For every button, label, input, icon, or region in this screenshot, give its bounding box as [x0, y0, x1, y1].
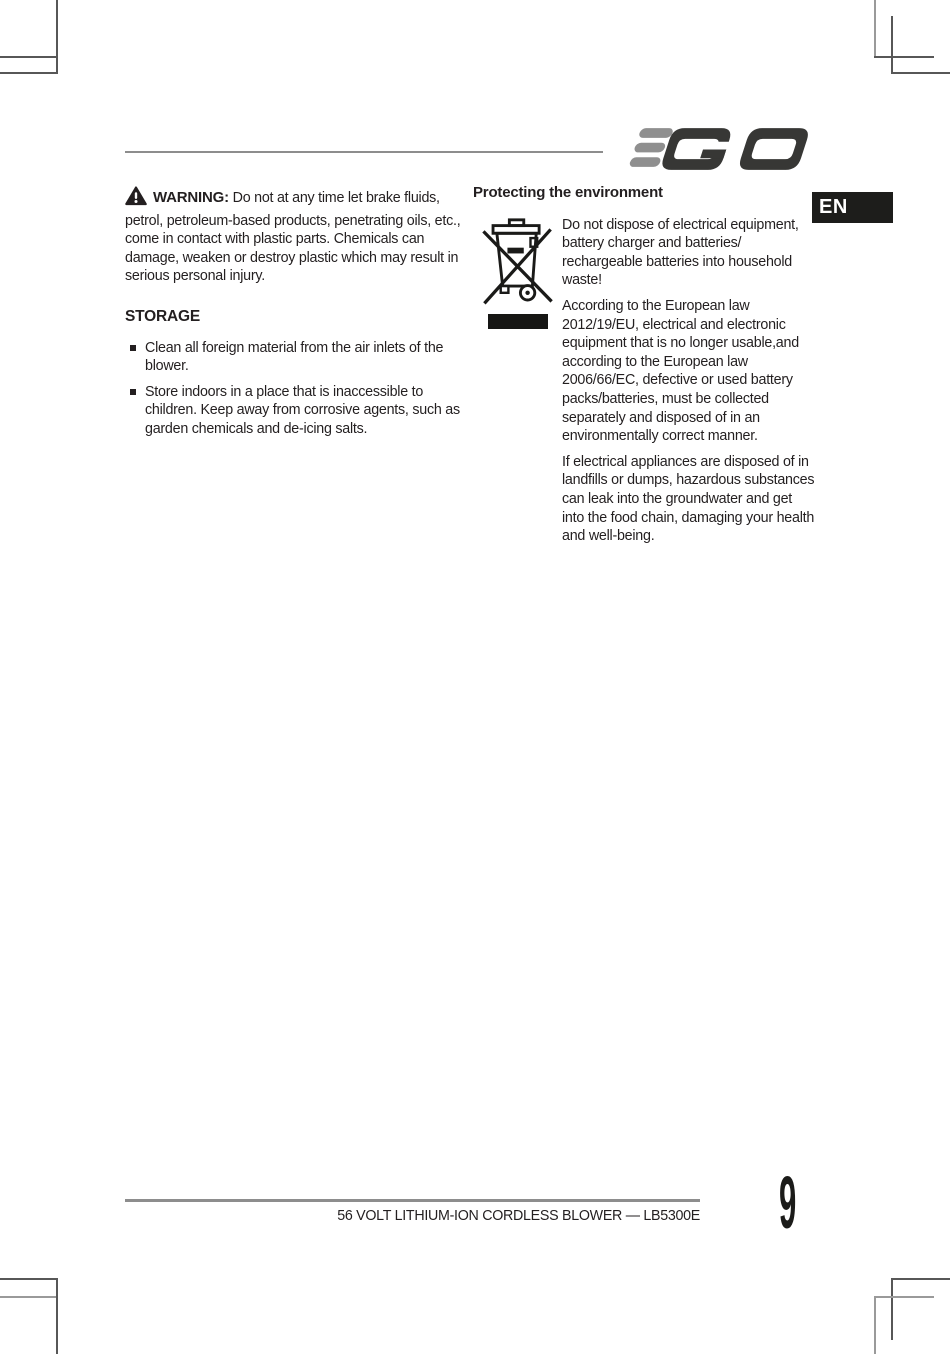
- crop-mark: [0, 56, 58, 58]
- crop-mark: [0, 1296, 58, 1298]
- crop-mark: [891, 72, 950, 74]
- storage-heading: STORAGE: [125, 307, 200, 325]
- crop-mark: [874, 56, 934, 58]
- list-item: [125, 383, 462, 439]
- crop-mark: [0, 1278, 58, 1280]
- list-item: [125, 339, 462, 376]
- warning-triangle-icon: [125, 186, 147, 212]
- crop-mark: [874, 1296, 876, 1354]
- crop-mark: [56, 0, 58, 74]
- footer-rule: [125, 1199, 700, 1202]
- crop-mark: [891, 1278, 893, 1340]
- env-paragraph: If electrical appliances are disposed of in landfills or dumps, hazardous substances can leak into the groundwater and get into the food chain, damaging your health and well-being.: [562, 453, 815, 545]
- weee-black-bar: [488, 314, 548, 329]
- crop-mark: [874, 0, 876, 58]
- page-number: 9: [779, 1161, 797, 1244]
- env-paragraph: According to the European law 2012/19/EU, electrical and electronic equipment that is no longer usable,and according to the European law 2006/66/EC, defective or used battery packs/batteries, must be collected separately and disposed of in an environmentally correct manner.: [562, 297, 799, 445]
- language-badge: EN: [812, 192, 893, 223]
- environment-text: [562, 216, 816, 553]
- crossed-out-wheeled-bin-icon: [479, 216, 557, 312]
- crop-mark: [0, 72, 58, 74]
- crop-mark: [891, 1278, 950, 1280]
- crop-mark: [891, 16, 893, 74]
- warning-text: Do not at any time let brake fluids, petrol, petroleum-based products, penetrating oils, etc., come in contact with plastic parts. Chemicals can damage, weaken or destroy plastic which may result in serious personal injury.: [125, 190, 461, 285]
- bullet-square-icon: [130, 389, 136, 395]
- warning-label: WARNING:: [153, 189, 229, 206]
- environment-heading: Protecting the environment: [473, 184, 663, 201]
- bullet-square-icon: [130, 345, 136, 351]
- crop-mark: [56, 1278, 58, 1354]
- ego-logo-icon: [623, 127, 813, 171]
- bullet-text: Clean all foreign material from the air inlets of the blower.: [145, 339, 444, 375]
- bullet-text: Store indoors in a place that is inaccessible to children. Keep away from corrosive agents, such as garden chemicals and de-icing salts.: [145, 383, 460, 437]
- env-paragraph: Do not dispose of electrical equipment, battery charger and batteries/ rechargeable batteries into household waste!: [562, 216, 799, 289]
- left-column: [125, 186, 462, 446]
- weee-symbol: [473, 216, 562, 553]
- right-column: [473, 184, 816, 553]
- header-rule: [125, 151, 603, 153]
- crop-mark: [874, 1296, 934, 1298]
- warning-paragraph: [125, 186, 462, 286]
- footer-doc-title: 56 VOLT LITHIUM-ION CORDLESS BLOWER — LB5300E: [337, 1207, 700, 1224]
- ego-logo: [623, 127, 813, 172]
